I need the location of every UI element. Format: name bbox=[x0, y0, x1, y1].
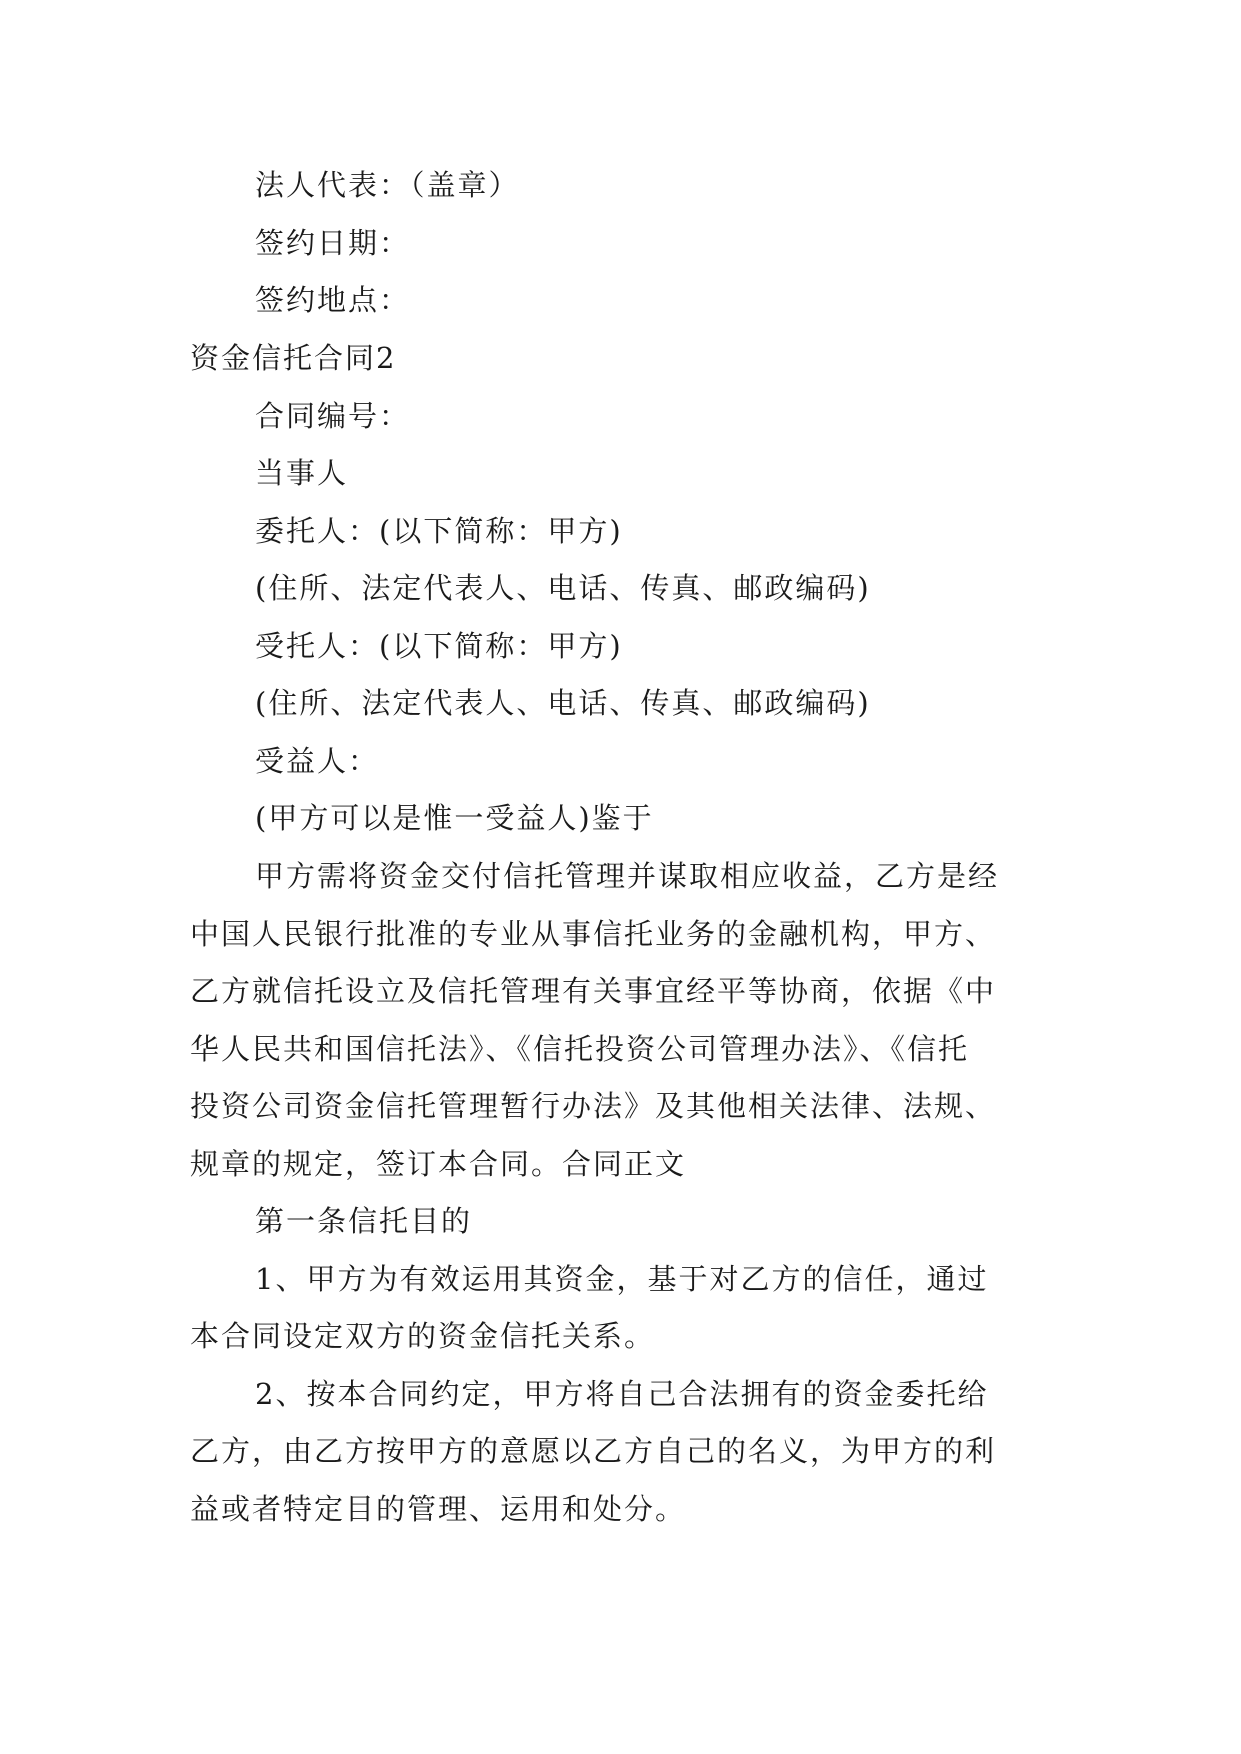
beneficiary-note-line: (甲方可以是惟一受益人)鉴于 bbox=[255, 801, 654, 835]
clause-1-line-2: 本合同设定双方的资金信托关系。 bbox=[190, 1319, 656, 1353]
recital-paragraph-line-2: 中国人民银行批准的专业从事信托业务的金融机构，甲方、 bbox=[190, 917, 997, 951]
parties-heading: 当事人 bbox=[255, 456, 349, 490]
clause-1-line-1: 1、甲方为有效运用其资金，基于对乙方的信任，通过 bbox=[255, 1262, 989, 1296]
trustee-details-line: (住所、法定代表人、电话、传真、邮政编码) bbox=[255, 686, 871, 720]
signing-date-line: 签约日期： bbox=[255, 226, 411, 260]
trustor-details-line: (住所、法定代表人、电话、传真、邮政编码) bbox=[255, 571, 871, 605]
beneficiary-line: 受益人： bbox=[255, 744, 380, 778]
clause-2-line-3: 益或者特定目的管理、运用和处分。 bbox=[190, 1492, 687, 1526]
contract-number-line: 合同编号： bbox=[255, 399, 411, 433]
signing-place-line: 签约地点： bbox=[255, 283, 411, 317]
clause-2-line-2: 乙方，由乙方按甲方的意愿以乙方自己的名义，为甲方的利 bbox=[190, 1434, 997, 1468]
trustee-line: 受托人：(以下简称：甲方) bbox=[255, 629, 623, 663]
recital-paragraph-line-3: 乙方就信托设立及信托管理有关事宜经平等协商，依据《中 bbox=[190, 974, 997, 1008]
clause-2-line-1: 2、按本合同约定，甲方将自己合法拥有的资金委托给 bbox=[255, 1377, 989, 1411]
recital-paragraph-line-5: 投资公司资金信托管理暂行办法》及其他相关法律、法规、 bbox=[190, 1089, 997, 1123]
contract-title: 资金信托合同2 bbox=[190, 341, 397, 375]
recital-paragraph-line-6: 规章的规定，签订本合同。合同正文 bbox=[190, 1147, 687, 1181]
recital-paragraph-line-4: 华人民共和国信托法》、《信托投资公司管理办法》、《信托 bbox=[190, 1032, 970, 1066]
legal-representative-line: 法人代表：（盖章） bbox=[255, 168, 520, 202]
recital-paragraph-line-1: 甲方需将资金交付信托管理并谋取相应收益，乙方是经 bbox=[255, 859, 1000, 893]
article-one-heading: 第一条信托目的 bbox=[255, 1204, 473, 1238]
trustor-line: 委托人：(以下简称：甲方) bbox=[255, 514, 623, 548]
